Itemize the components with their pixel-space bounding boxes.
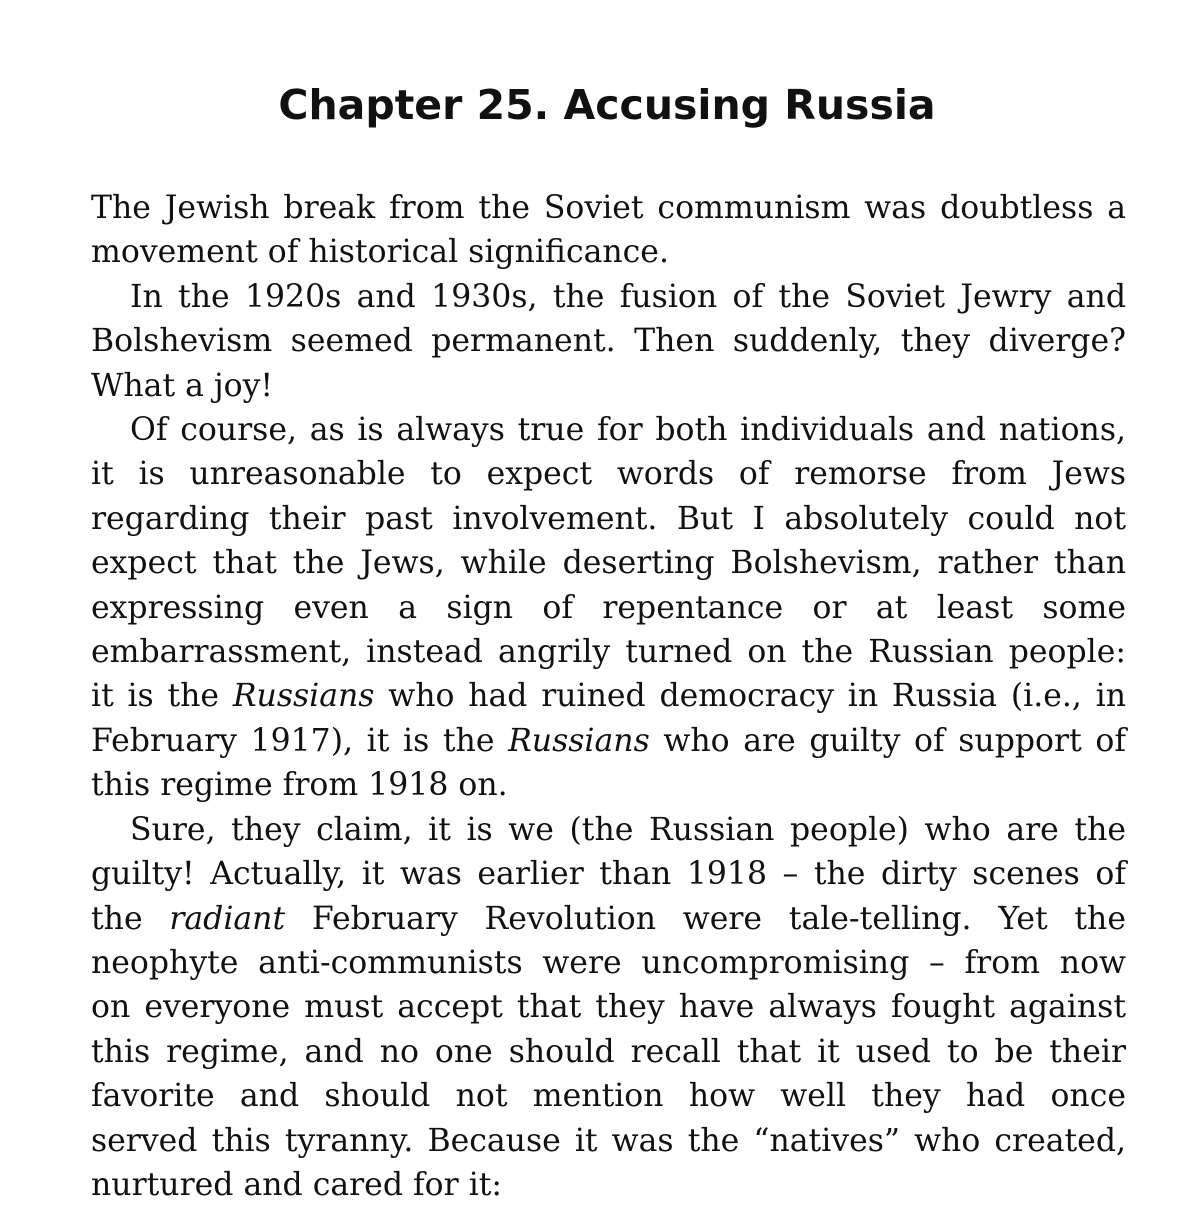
text-line: it is unreasonable to expect words of remorse from Jews (91, 456, 1126, 493)
text-line: Sure, they claim, it is we (the Russian people) who are the (130, 811, 1126, 848)
paragraph-4 (91, 808, 1126, 1207)
text-run: February 1917), it is the (91, 722, 509, 759)
text-line: neophyte anti-communists were uncompromising – from now (91, 944, 1126, 981)
text-line: this regime, and no one should recall that it used to be their (91, 1033, 1126, 1070)
chapter-title: Chapter 25. Accusing Russia (278, 81, 936, 129)
text-line: on everyone must accept that they have always fought against (91, 989, 1126, 1026)
italic-emphasis: Russians (232, 678, 375, 715)
text-run: it is the (91, 678, 233, 715)
text-line: movement of historical significance. (91, 234, 669, 271)
text-line (91, 719, 1126, 763)
text-run: who had ruined democracy in Russia (i.e., in (374, 678, 1126, 715)
text-line: Of course, as is always true for both individuals and nations, (130, 412, 1126, 449)
text-line: regarding their past involvement. But I absolutely could not (91, 500, 1126, 537)
text-line: expressing even a sign of repentance or at least some (91, 589, 1126, 626)
text-line: In the 1920s and 1930s, the fusion of the Soviet Jewry and (130, 278, 1126, 315)
italic-emphasis: Russians (508, 722, 650, 759)
text-line: favorite and should not mention how well they had once (91, 1078, 1126, 1115)
text-line: expect that the Jews, while deserting Bolshevism, rather than (91, 545, 1126, 582)
text-run: February Revolution were tale-telling. Yet the (285, 900, 1126, 937)
paragraph-1 (91, 186, 1126, 275)
text-line: nurtured and cared for it: (91, 1166, 503, 1203)
text-run: the (91, 900, 170, 937)
text-line (91, 674, 1126, 718)
chapter-body (91, 186, 1126, 1207)
text-line: this regime from 1918 on. (91, 767, 508, 804)
paragraph-3 (91, 408, 1126, 808)
text-line: The Jewish break from the Soviet communism was doubtless a (91, 190, 1126, 226)
text-line: embarrassment, instead angrily turned on the Russian people: (91, 634, 1126, 671)
text-run: who are guilty of support of (649, 722, 1126, 759)
text-line (91, 897, 1126, 941)
text-line: guilty! Actually, it was earlier than 1918 – the dirty scenes of (91, 856, 1126, 893)
paragraph-2 (91, 275, 1126, 408)
italic-emphasis: radiant (169, 900, 286, 937)
text-line: What a joy! (91, 367, 274, 404)
text-line: Bolshevism seemed permanent. Then suddenly, they diverge? (91, 323, 1126, 360)
text-line: served this tyranny. Because it was the “natives” who created, (91, 1122, 1126, 1159)
